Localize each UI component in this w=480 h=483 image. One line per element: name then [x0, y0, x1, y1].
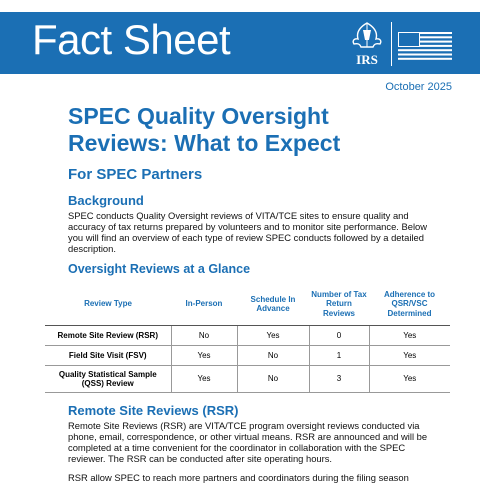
cell-adherence: Yes — [369, 366, 450, 393]
cell-review-type: Quality Statistical Sample (QSS) Review — [45, 366, 171, 393]
cell-schedule: Yes — [237, 326, 309, 346]
oversight-reviews-table — [45, 283, 450, 393]
background-paragraph: SPEC conducts Quality Oversight reviews of VITA/TCE sites to ensure quality and accuracy of tax returns prepared by volunteers and to monitor site performance. Below you will find an overview of each type of review SPEC conducts followed by a detailed description. — [68, 210, 428, 254]
publication-date: October 2025 — [385, 81, 452, 93]
cell-in-person: No — [171, 326, 237, 346]
cell-adherence: Yes — [369, 346, 450, 366]
cell-review-type: Remote Site Review (RSR) — [45, 326, 171, 346]
cell-reviews: 1 — [309, 346, 369, 366]
rsr-paragraph-2: RSR allow SPEC to reach more partners and coordinators during the filing season — [68, 472, 409, 483]
background-heading: Background — [68, 193, 144, 208]
page-title: SPEC Quality Oversight Reviews: What to Expect — [68, 103, 341, 156]
table-row — [45, 366, 450, 393]
cell-reviews: 3 — [309, 366, 369, 393]
header-number-of-reviews: Number of Tax Return Reviews — [309, 283, 369, 326]
cell-review-type: Field Site Visit (FSV) — [45, 346, 171, 366]
us-flag-icon — [398, 32, 452, 60]
cell-adherence: Yes — [369, 326, 450, 346]
header-adherence: Adherence to QSR/VSC Determined — [369, 283, 450, 326]
irs-eagle-logo — [349, 20, 385, 70]
table-row — [45, 326, 450, 346]
rsr-paragraph: Remote Site Reviews (RSR) are VITA/TCE program oversight reviews conducted via phone, email, correspondence, or other virtual means. RSR are announced and will be completed at a time convenient for the coordinator in collaboration with the SPEC reviewer. The RSR can be conducted after site operating hours. — [68, 420, 428, 464]
banner-title: Fact Sheet — [32, 16, 231, 63]
table-header-row — [45, 283, 450, 326]
cell-reviews: 0 — [309, 326, 369, 346]
header-schedule-in-advance: Schedule In Advance — [237, 283, 309, 326]
cell-schedule: No — [237, 366, 309, 393]
rsr-heading: Remote Site Reviews (RSR) — [68, 403, 239, 418]
cell-in-person: Yes — [171, 346, 237, 366]
irs-logo-text: IRS — [356, 52, 378, 67]
fact-sheet-banner — [0, 12, 480, 74]
header-review-type: Review Type — [45, 283, 171, 326]
cell-in-person: Yes — [171, 366, 237, 393]
page-subtitle: For SPEC Partners — [68, 166, 203, 183]
logo-divider — [391, 22, 392, 66]
glance-heading: Oversight Reviews at a Glance — [68, 262, 251, 276]
header-in-person: In-Person — [171, 283, 237, 326]
cell-schedule: No — [237, 346, 309, 366]
table-row — [45, 346, 450, 366]
